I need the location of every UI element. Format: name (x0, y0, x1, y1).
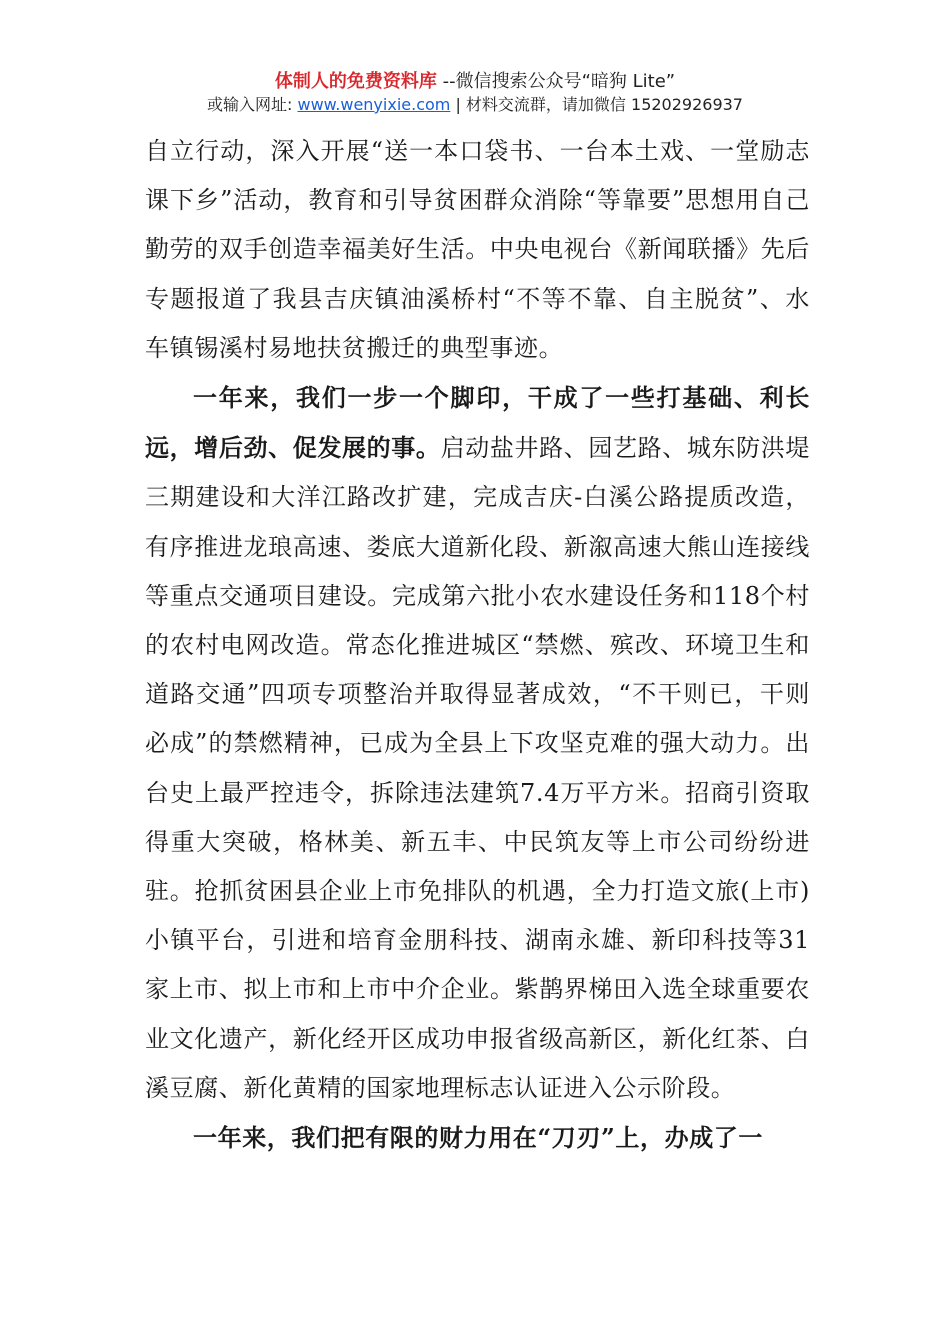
website-link[interactable]: www.wenyixie.com (297, 95, 451, 114)
paragraph-3-lead: 一年来，我们把有限的财力用在“刀刃”上，办成了一 (193, 1123, 764, 1153)
paragraph-2-lead: 一年来，我们一步一个脚印，干成了一些打基础、利长远，增后劲、促发展的事。 (145, 383, 810, 463)
brand-name: 体制人的免费资料库 (274, 71, 437, 92)
url-prefix: 或输入网址: (207, 95, 298, 114)
paragraph-1-text: 自立行动，深入开展“送一本口袋书、一台本土戏、一堂励志课下乡”活动，教育和引导贫困群众消除“等靠要”思想用自己勤劳的双手创造幸福美好生活。中央电视台《新闻联播》先后专题报道了我县吉庆镇油溪桥村“不等不靠、自主脱贫”、水车镇锡溪村易地扶贫搬迁的典型事迹。 (145, 137, 810, 362)
paragraph-1 (145, 126, 810, 373)
watermark-header-line1 (0, 70, 950, 94)
contact-info: | 材料交流群，请加微信 15202926937 (450, 95, 743, 114)
watermark-header-line2 (0, 94, 950, 116)
paragraph-3 (145, 1113, 810, 1163)
brand-suffix: --微信搜索公众号“暗狗 Lite” (436, 71, 676, 92)
document-body (145, 126, 810, 1163)
paragraph-2-text: 启动盐井路、园艺路、城东防洪堤三期建设和大洋江路改扩建，完成吉庆-白溪公路提质改造，有序推进龙琅高速、娄底大道新化段、新溆高速大熊山连接线等重点交通项目建设。完成第六批小农水建设任务和118个村的农村电网改造。常态化推进城区“禁燃、殡改、环境卫生和道路交通”四项专项整治并取得显著成效，“不干则已，干则必成”的禁燃精神，已成为全县上下攻坚克难的强大动力。出台史上最严控违令，拆除违法建筑7.4万平方米。招商引资取得重大突破，格林美、新五丰、中民筑友等上市公司纷纷进驻。抢抓贫困县企业上市免排队的机遇，全力打造文旅(上市)小镇平台，引进和培育金朋科技、湖南永雄、新印科技等31家上市、拟上市和上市中介企业。紫鹊界梯田入选全球重要农业文化遗产，新化经开区成功申报省级高新区，新化红茶、白溪豆腐、新化黄精的国家地理标志认证进入公示阶段。 (145, 434, 811, 1102)
paragraph-2 (145, 373, 810, 1113)
